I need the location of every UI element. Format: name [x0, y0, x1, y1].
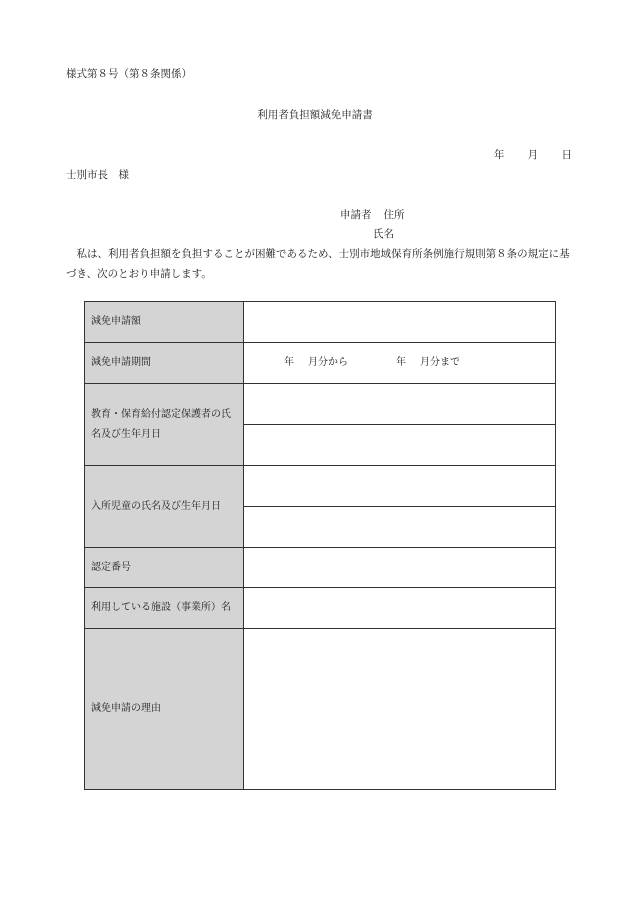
applicant-name-label: 氏名	[373, 228, 394, 240]
table-row	[85, 384, 556, 425]
date-line	[494, 147, 572, 162]
certification-number-field[interactable]	[244, 548, 556, 588]
row-label-reduction-reason: 減免申請の理由	[85, 629, 244, 790]
row-label-reduction-amount: 減免申請額	[85, 302, 244, 343]
table-row	[85, 343, 556, 384]
period-to-year: 年	[396, 357, 406, 368]
document-title: 利用者負担額減免申請書	[257, 109, 373, 121]
period-to-month: 月分まで	[420, 357, 460, 368]
date-day: 日	[561, 149, 572, 161]
table-row	[85, 588, 556, 629]
form-number: 様式第８号（第８条関係）	[66, 68, 192, 80]
application-form-table	[84, 301, 556, 790]
table-row	[85, 466, 556, 507]
table-row	[85, 548, 556, 588]
facility-name-field[interactable]	[244, 588, 556, 629]
row-label-guardian-name-birthdate: 教育・保育給付認定保護者の氏名及び生年月日	[85, 384, 244, 466]
applicant-address-line	[340, 207, 405, 222]
guardian-birthdate-field[interactable]	[244, 425, 556, 466]
child-name-field[interactable]	[244, 466, 556, 507]
row-label-facility-name: 利用している施設（事業所）名	[85, 588, 244, 629]
body-text: 私は、利用者負担額を負担することが困難であるため、士別市地域保育所条例施行規則第８条の規定に基づき、次のとおり申請します。	[66, 248, 570, 280]
row-label-child-name-birthdate: 入所児童の氏名及び生年月日	[85, 466, 244, 548]
date-year: 年	[493, 149, 505, 161]
table-row	[85, 302, 556, 343]
reduction-amount-field[interactable]	[244, 302, 556, 343]
period-from-month: 月分から	[308, 357, 348, 368]
period-from-year: 年	[284, 357, 294, 368]
address-label: 住所	[383, 209, 405, 221]
reduction-reason-field[interactable]	[244, 629, 556, 790]
addressee: 士別市長 様	[66, 169, 129, 181]
row-label-certification-number: 認定番号	[85, 548, 244, 588]
table-row	[85, 629, 556, 790]
applicant-label: 申請者	[340, 209, 372, 221]
child-birthdate-field[interactable]	[244, 507, 556, 548]
reduction-period-field[interactable]	[244, 343, 556, 384]
guardian-name-field[interactable]	[244, 384, 556, 425]
row-label-reduction-period: 減免申請期間	[85, 343, 244, 384]
date-month: 月	[527, 149, 539, 161]
